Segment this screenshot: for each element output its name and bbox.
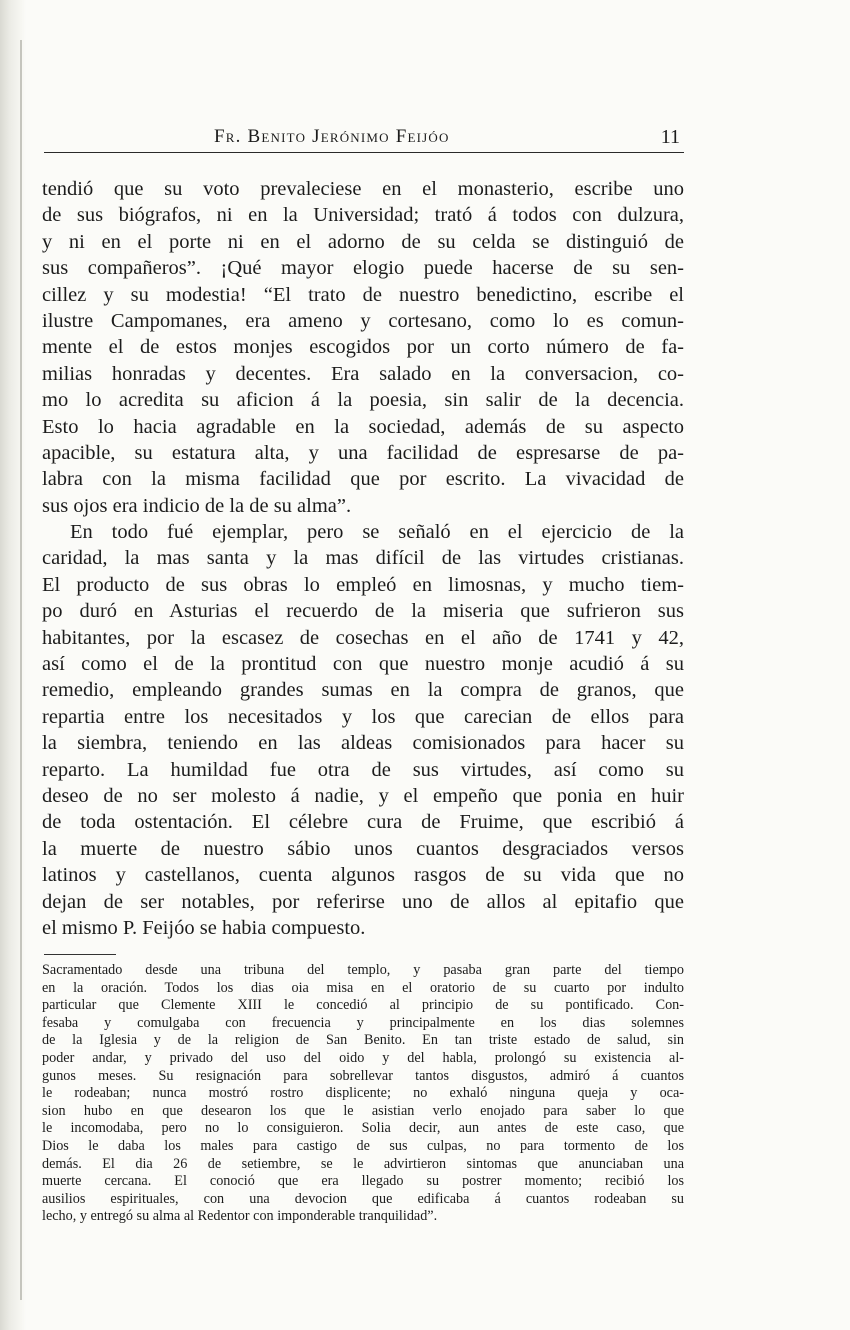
body-line: reparto. La humildad fue otra de sus virtudes, así como su	[42, 758, 684, 781]
footnote-line: demás. El dia 26 de setiembre, se le advirtieron sintomas que anunciaban una	[42, 1155, 684, 1172]
body-line: dejan de ser notables, por referirse uno de allos al epitafio que	[42, 890, 684, 913]
page-number: 11	[660, 126, 680, 148]
body-line: habitantes, por la escasez de cosechas en el año de 1741 y 42,	[42, 626, 684, 649]
body-line: labra con la misma facilidad que por escrito. La vivacidad de	[42, 468, 684, 491]
body-line: y ni en el porte ni en el adorno de su celda se distinguió de	[42, 230, 684, 253]
footnote-line: gunos meses. Su resignación para sobrellevar tantos disgustos, admiró á cuantos	[42, 1067, 684, 1084]
footnote-line: lecho, y entregó su alma al Redentor con imponderable tranquilidad”.	[42, 1208, 438, 1225]
body-line: caridad, la mas santa y la mas difícil de las virtudes cristianas.	[42, 547, 684, 570]
footnote-line: muerte cercana. El conoció que era llegado su postrer momento; recibió los	[42, 1173, 684, 1190]
main-text	[42, 176, 684, 941]
body-line: sus compañeros”. ¡Qué mayor elogio puede hacerse de su sen-	[42, 257, 684, 280]
body-line: así como el de la prontitud con que nuestro monje acudió á su	[42, 653, 684, 676]
footnote-line: sion hubo en que desearon los que le asistian verlo enojado para saber lo que	[42, 1102, 684, 1119]
body-line: milias honradas y decentes. Era salado en la conversacion, co-	[42, 362, 684, 385]
body-line: mente el de estos monjes escogidos por un corto número de fa-	[42, 336, 684, 359]
body-line: cillez y su modestia! “El trato de nuestro benedictino, escribe el	[42, 283, 684, 306]
running-head	[44, 122, 684, 153]
footnote-line: poder andar, y privado del uso del oido y del habla, prolongó su existencia al-	[42, 1049, 684, 1066]
body-line: En todo fué ejemplar, pero se señaló en el ejercicio de la	[70, 521, 684, 544]
footnote-line: le incomodaba, pero no lo consiguieron. Solia decir, aun antes de este caso, que	[42, 1120, 684, 1137]
body-line: remedio, empleando grandes sumas en la compra de granos, que	[42, 679, 684, 702]
body-line: po duró en Asturias el recuerdo de la miseria que sufrieron sus	[42, 600, 684, 623]
running-head-title: Fr. Benito Jerónimo Feijóo	[214, 126, 450, 147]
page-binding-edge	[0, 0, 26, 1330]
footnote	[42, 962, 684, 1226]
footnote-line: fesaba y comulgaba con frecuencia y principalmente en los dias solemnes	[42, 1014, 684, 1031]
body-line: mo lo acredita su aficion á la poesia, sin salir de la decencia.	[42, 389, 684, 412]
body-line: latinos y castellanos, cuenta algunos rasgos de su vida que no	[42, 864, 684, 887]
body-line: la muerte de nuestro sábio unos cuantos desgraciados versos	[42, 837, 684, 860]
body-line: de sus biógrafos, ni en la Universidad; trató á todos con dulzura,	[42, 204, 684, 227]
body-line: tendió que su voto prevaleciese en el monasterio, escribe uno	[42, 178, 684, 200]
body-line: ilustre Campomanes, era ameno y cortesano, como lo es comun-	[42, 309, 684, 332]
body-line: de toda ostentación. El célebre cura de Fruime, que escribió á	[42, 811, 684, 834]
body-line: deseo de no ser molesto á nadie, y el empeño que ponia en huir	[42, 784, 684, 807]
body-line: repartia entre los necesitados y los que carecian de ellos para	[42, 705, 684, 728]
body-line: Esto lo hacia agradable en la sociedad, además de su aspecto	[42, 415, 684, 438]
body-line: El producto de sus obras lo empleó en limosnas, y mucho tiem-	[42, 573, 684, 596]
footnote-line: en la oración. Todos los dias oia misa en el oratorio de su cuarto por indulto	[42, 979, 684, 996]
footnote-line: de la Iglesia y de la religion de San Benito. En tan triste estado de salud, sin	[42, 1032, 684, 1049]
footnote-line: ausilios espirituales, con una devocion que edificaba á cuantos rodeaban su	[42, 1190, 684, 1207]
footnote-line: Sacramentado desde una tribuna del templo, y pasaba gran parte del tiempo	[42, 962, 684, 978]
body-line: sus ojos era indicio de la de su alma”.	[42, 494, 352, 517]
footnote-rule	[44, 954, 116, 955]
footnote-line: le rodeaban; nunca mostró rostro displicente; no exhaló ninguna queja y oca-	[42, 1085, 684, 1102]
footnote-line: particular que Clemente XIII le concedió al principio de su pontificado. Con-	[42, 997, 684, 1014]
footnote-line: Dios le daba los males para castigo de sus culpas, no para tormento de los	[42, 1137, 684, 1154]
body-line: la siembra, teniendo en las aldeas comisionados para hacer su	[42, 732, 684, 755]
body-line: el mismo P. Feijóo se habia compuesto.	[42, 916, 366, 939]
body-line: apacible, su estatura alta, y una facilidad de espresarse de pa-	[42, 441, 684, 464]
